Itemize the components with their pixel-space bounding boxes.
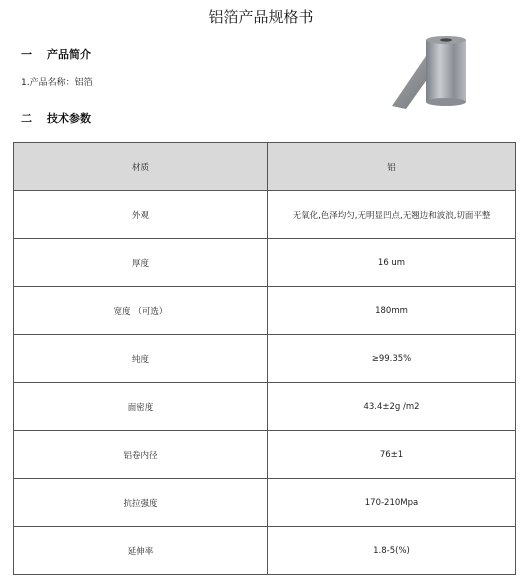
param-name-cell: 抗拉强度 xyxy=(14,479,268,527)
section-label: 产品简介 xyxy=(47,48,91,61)
table-row xyxy=(14,191,516,239)
param-value-cell: 76±1 xyxy=(268,431,516,479)
document-title: 铝箔产品规格书 xyxy=(208,8,314,26)
table-row xyxy=(14,527,516,575)
table-header-row xyxy=(14,143,516,191)
param-name-cell: 面密度 xyxy=(14,383,268,431)
param-value-cell: 16 um xyxy=(268,239,516,287)
section-number: 一 xyxy=(21,48,32,61)
param-name-cell: 宽度 （可选） xyxy=(14,287,268,335)
param-value-cell: ≥99.35% xyxy=(268,335,516,383)
section-number: 二 xyxy=(21,112,32,125)
header-cell-name: 材质 xyxy=(14,143,268,191)
param-value-cell: 170-210Mpa xyxy=(268,479,516,527)
param-name-cell: 延伸率 xyxy=(14,527,268,575)
section-heading-specs xyxy=(21,110,91,126)
product-name-line: 1.产品名称：铝箔 xyxy=(21,78,93,88)
param-name-cell: 纯度 xyxy=(14,335,268,383)
table-row xyxy=(14,383,516,431)
aluminum-foil-roll-image xyxy=(382,34,474,110)
param-name-cell: 厚度 xyxy=(14,239,268,287)
param-value-cell: 43.4±2g /m2 xyxy=(268,383,516,431)
header-cell-value: 铝 xyxy=(268,143,516,191)
param-name-cell: 外观 xyxy=(14,191,268,239)
table-row xyxy=(14,239,516,287)
param-value-cell: 1.8-5(%) xyxy=(268,527,516,575)
table-row xyxy=(14,287,516,335)
section-label: 技术参数 xyxy=(47,112,91,125)
param-value-cell: 无氧化,色泽均匀,无明显凹点,无翘边和波浪,切面平整 xyxy=(268,191,516,239)
param-value-cell: 180mm xyxy=(268,287,516,335)
table-row xyxy=(14,479,516,527)
section-heading-intro xyxy=(21,46,91,62)
table-row xyxy=(14,431,516,479)
param-name-cell: 铝卷内径 xyxy=(14,431,268,479)
table-row xyxy=(14,335,516,383)
spec-table xyxy=(13,142,516,575)
